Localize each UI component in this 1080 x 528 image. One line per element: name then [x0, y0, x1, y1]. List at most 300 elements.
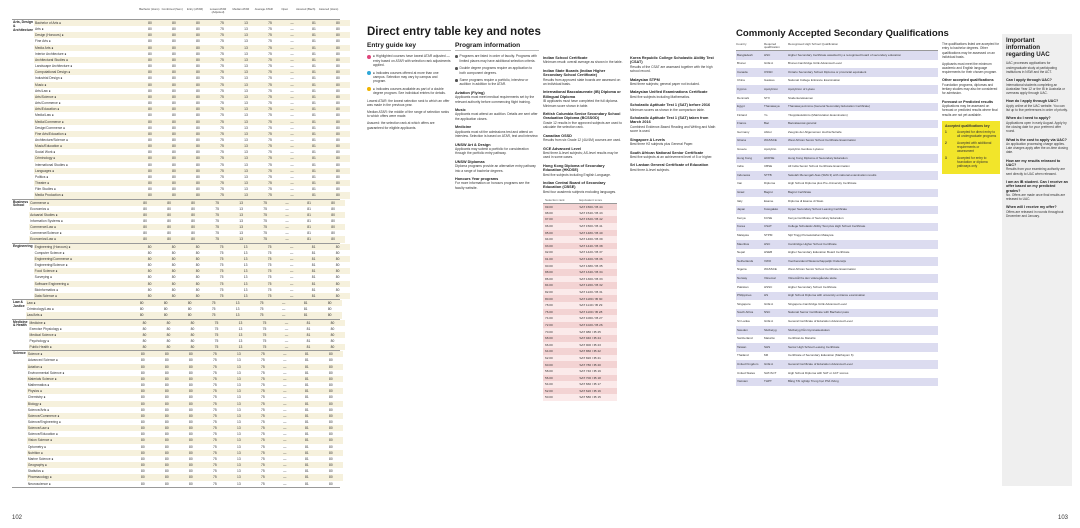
table-cell: 81 [311, 244, 316, 249]
table-cell: 80 [328, 395, 333, 400]
table-cell: — [290, 33, 294, 38]
table-cell: 80 [188, 364, 193, 369]
table-cell: 81 [311, 275, 316, 280]
table-cell: 80 [196, 181, 200, 186]
table-cell: 75 [212, 364, 217, 369]
qualification-cell: Diploma di Esame di Stato [788, 198, 824, 203]
course-name: Neuroscience ● [27, 481, 51, 486]
table-cell: — [285, 225, 289, 230]
comparison-cell: 52.00 [543, 388, 577, 395]
comparison-cell: 66.00 [543, 342, 577, 349]
info-heading: How do I apply through UAC? [1006, 99, 1059, 104]
table-cell: 13 [243, 269, 248, 274]
table-cell: 80 [140, 376, 145, 381]
course-name: Chemistry ● [27, 395, 46, 400]
program-note [455, 54, 539, 63]
table-cell: 80 [164, 426, 169, 431]
table-cell: — [290, 144, 294, 149]
qualification-cell: CSAT [764, 224, 772, 229]
table-cell: 13 [244, 156, 248, 161]
table-cell: 13 [239, 219, 243, 223]
table-cell: 80 [164, 364, 169, 369]
table-cell: 75 [260, 413, 265, 418]
table-cell: 80 [196, 64, 200, 69]
table-cell: 80 [142, 345, 147, 350]
table-cell: 80 [187, 313, 192, 318]
faculty-rows [34, 20, 350, 199]
table-cell: 80 [331, 219, 335, 223]
table-cell: 13 [244, 144, 248, 149]
qualification-cell: Denmark [737, 95, 750, 100]
table-cell: 80 [148, 174, 152, 179]
comparison-cell: 60.00 [543, 361, 577, 368]
qualification-cell: HSC [764, 241, 771, 246]
faculty-name: Business School [13, 199, 29, 208]
table-cell: 80 [336, 88, 340, 93]
qualification-cell: Esame [764, 198, 774, 203]
table-cell: 80 [164, 469, 169, 474]
comparison-cell: 86.00 [543, 276, 577, 283]
table-cell: 80 [147, 244, 152, 249]
table-cell: 75 [260, 432, 265, 437]
table-cell: 80 [163, 313, 168, 318]
table-cell: 80 [331, 212, 335, 217]
table-cell: 75 [219, 275, 224, 280]
table-cell: 81 [312, 144, 316, 149]
table-cell: — [283, 456, 287, 461]
table-cell: 81 [312, 39, 316, 44]
course-name: Engineering/Commerce ● [34, 256, 73, 261]
qualification-cell: Sri Lanka [737, 318, 750, 323]
qualification-row [736, 77, 938, 86]
table-cell: 75 [260, 420, 265, 424]
qualification-cell: Mauritius [737, 241, 750, 246]
table-cell: — [283, 395, 287, 400]
table-cell: 75 [212, 420, 217, 424]
qualification-cell: HSC [764, 52, 771, 57]
table-cell: 13 [239, 200, 243, 205]
table-cell: 75 [268, 174, 272, 179]
table-cell: 75 [220, 82, 224, 87]
table-cell: 80 [172, 162, 176, 167]
table-header [12, 6, 340, 20]
table-cell: 80 [164, 456, 169, 461]
table-cell: 80 [196, 156, 200, 161]
qualification-cell: STTB [764, 172, 772, 177]
qualification-cell: Zeugnis der Allgemeinen Hochschulreife [788, 129, 842, 134]
key-bullet-icon [367, 71, 371, 75]
comparison-row [543, 348, 617, 355]
course-name: Science/Arts ● [27, 407, 50, 412]
table-cell: 81 [304, 481, 309, 486]
qualification-text: Minimum scores as shown in the comparison table. [630, 107, 705, 112]
course-name: Data Science ● [34, 293, 58, 298]
faculty-group [12, 200, 340, 244]
table-cell: 13 [236, 481, 241, 486]
table-cell: 81 [311, 269, 316, 274]
table-cell: 80 [148, 119, 152, 124]
table-cell: 80 [140, 358, 145, 363]
table-cell: 80 [164, 389, 169, 394]
qualification-cell: Hong Kong Diploma of Secondary Education [788, 155, 848, 160]
program-info-heading: Program information [455, 44, 539, 51]
comparison-row [543, 289, 617, 296]
qualification-cell: Japan [737, 207, 746, 212]
table-cell: 13 [236, 401, 241, 406]
qualification-cell: Norway [737, 275, 748, 280]
table-cell: 80 [328, 420, 333, 424]
course-name: Bioinformatics ● [34, 287, 59, 292]
info-text: Offers are released in rounds throughout December and January. [1006, 209, 1064, 218]
table-cell: 13 [244, 88, 248, 93]
table-cell: 80 [191, 219, 195, 223]
column-header: Entry (ATAR) [186, 7, 204, 11]
comparison-row [543, 309, 617, 316]
table-cell: — [289, 256, 294, 261]
table-cell: 13 [244, 51, 248, 56]
qualification-cell: South Africa [737, 310, 754, 315]
comparison-cell: 80.00 [543, 295, 577, 302]
qualification-heading: Indian School Certificate [543, 56, 588, 60]
table-cell: 75 [212, 376, 217, 381]
qualification-cell: Bac [764, 121, 770, 126]
table-cell: 80 [331, 200, 335, 205]
table-cell: 80 [172, 94, 176, 99]
table-cell: 80 [142, 326, 147, 331]
table-cell: — [285, 206, 289, 211]
table-cell: 75 [263, 231, 267, 236]
table-cell: 13 [244, 113, 248, 118]
table-cell: 81 [312, 131, 316, 136]
table-cell: 80 [140, 364, 145, 369]
table-cell: 81 [312, 137, 316, 142]
table-cell: 13 [244, 181, 248, 186]
key-note: Lowest ATAR: the lowest selection rank to which an offer was made in the previous year. [367, 98, 450, 108]
comparison-row [543, 368, 617, 375]
info-heading: I am an IB student. Can I receive an offer based on my predicted grades? [1006, 179, 1068, 193]
course-name: Actuarial Studies ● [30, 212, 58, 217]
qualification-cell: SHS [764, 344, 771, 349]
sub-section-heading: Aviation (Flying) [455, 90, 485, 95]
table-cell: 80 [164, 481, 169, 486]
comparison-row [543, 203, 617, 210]
comparison-row [543, 381, 617, 388]
table-cell: — [290, 27, 294, 32]
table-cell: 13 [239, 206, 243, 211]
program-note [455, 66, 539, 75]
table-cell: 80 [166, 320, 171, 325]
table-cell: 80 [164, 370, 169, 375]
table-cell: — [290, 168, 294, 173]
table-cell: 75 [212, 401, 217, 406]
qualification-cell: Gaokao [764, 78, 775, 83]
table-cell: 80 [164, 420, 169, 424]
table-cell: 80 [140, 401, 145, 406]
course-name: Exercise Physiology ● [29, 326, 62, 331]
table-cell: 75 [212, 370, 217, 375]
comparison-header: Equivalent score [577, 197, 617, 203]
qualification-cell: GCE A [764, 301, 774, 306]
column-header: Assured (Bach) [296, 7, 316, 11]
table-cell: 75 [214, 345, 219, 350]
table-cell: 75 [215, 231, 219, 236]
table-cell: 13 [236, 395, 241, 400]
qualification-row [736, 360, 938, 369]
qualifications-column-header: Recognised High School Qualification [788, 42, 839, 46]
table-cell: 75 [220, 88, 224, 93]
table-cell: 75 [267, 275, 272, 280]
table-cell: 75 [268, 39, 272, 44]
table-cell: — [289, 281, 294, 286]
table-cell: 75 [214, 320, 219, 325]
table-cell: 13 [236, 426, 241, 431]
table-cell: 75 [268, 82, 272, 87]
program-info-column [455, 44, 539, 193]
comparison-cell: SAT 620 / IB 16 [577, 388, 617, 395]
table-cell: 80 [140, 407, 145, 412]
table-cell: 80 [196, 88, 200, 93]
table-cell: 13 [243, 293, 248, 298]
comparison-cell: 76.00 [543, 309, 577, 316]
table-cell: 81 [312, 88, 316, 93]
table-cell: 80 [188, 456, 193, 461]
course-name: Psychology ● [29, 338, 50, 343]
table-cell: 13 [236, 413, 241, 418]
table-cell: 80 [172, 174, 176, 179]
comparison-cell: SAT 820 / IB 21 [577, 355, 617, 362]
table-cell: — [290, 156, 294, 161]
sub-section-text: Applicants must meet medical requirements set by the relevant authority before commencing flight training. [455, 95, 535, 104]
table-cell: 80 [166, 332, 171, 337]
table-cell: 80 [143, 219, 147, 223]
table-cell: 80 [335, 244, 340, 249]
table-cell: 80 [140, 352, 145, 357]
table-cell: 75 [212, 432, 217, 437]
comparison-cell: SAT 1460 / IB 39 [577, 236, 617, 243]
table-cell: 13 [238, 326, 243, 331]
qualification-cell: Brunei [737, 61, 746, 66]
qualification-cell: Singapore [737, 301, 751, 306]
table-cell: — [285, 231, 289, 236]
table-cell: 80 [164, 475, 169, 480]
qualification-cell: West African Senior School Certificate Examination [788, 267, 856, 272]
comparison-cell: SAT 1480 / IB 40 [577, 230, 617, 237]
qualifications-title: Commonly Accepted Secondary Qualifications [736, 28, 949, 39]
table-cell: 75 [268, 88, 272, 93]
faculty-rows [29, 200, 345, 243]
table-cell: 80 [188, 475, 193, 480]
table-cell: 75 [212, 450, 217, 455]
table-cell: — [283, 352, 287, 357]
table-cell: 13 [236, 463, 241, 468]
table-cell: 13 [244, 137, 248, 142]
course-name: Pharmacology ● [27, 475, 52, 480]
table-cell: — [283, 481, 287, 486]
direct-entry-table [12, 6, 340, 488]
comparison-cell: 62.00 [543, 355, 577, 362]
notes-heading: Other accepted qualifications [942, 78, 994, 83]
program-note-text: Programs are listed in order of faculty. Programs with limited places may have additional selection criteria. [459, 54, 537, 63]
qualification-cell: Slutbetyg från Gymnasieskolan [788, 327, 830, 332]
sub-section-heading: Music [455, 108, 466, 113]
qualifications-table-header [736, 42, 938, 51]
table-cell: 80 [195, 275, 200, 280]
table-cell: — [283, 475, 287, 480]
course-name: Engineering (Honours) ● [34, 244, 71, 249]
table-cell: 13 [239, 237, 243, 242]
table-cell: 81 [304, 407, 309, 412]
table-cell: 80 [171, 250, 176, 255]
comparison-cell: 82.00 [543, 289, 577, 296]
table-cell: 81 [306, 345, 311, 350]
faculty-group [12, 20, 340, 200]
table-cell: 75 [263, 225, 267, 230]
table-cell: 80 [163, 301, 168, 306]
table-cell: 80 [172, 88, 176, 93]
table-cell: 80 [196, 119, 200, 124]
course-name: Commerce/Law ● [30, 225, 57, 230]
table-cell: 80 [172, 168, 176, 173]
qualification-text: Minimum result: overall average as shown in the table. [543, 60, 623, 65]
comparison-row [543, 302, 617, 309]
table-cell: 80 [148, 125, 152, 130]
table-cell: 75 [260, 370, 265, 375]
program-note-text: Double degree programs require an application to both component degrees. [459, 66, 533, 75]
course-name: Statistics ● [27, 469, 44, 474]
table-cell: 13 [244, 21, 248, 25]
qualification-cell: Higher Secondary School Certificate [788, 284, 837, 289]
table-cell: 75 [262, 345, 267, 350]
table-cell: 75 [220, 193, 224, 198]
qualification-text: Best three H2 subjects plus General Paper. [630, 142, 694, 147]
table-cell: 75 [268, 101, 272, 106]
comparison-cell: SAT 700 / IB 18 [577, 375, 617, 382]
table-cell: 80 [196, 187, 200, 192]
course-name: Arts/Education ● [34, 107, 60, 112]
table-cell: 80 [147, 263, 152, 268]
course-name: Materials Science ● [27, 376, 57, 381]
table-cell: 81 [307, 212, 311, 217]
comparison-row [543, 230, 617, 237]
comparison-cell: SAT 740 / IB 19 [577, 368, 617, 375]
qualification-cell: Abitur [764, 129, 772, 134]
key-box-code: 2 [945, 140, 947, 145]
table-cell: 81 [307, 237, 311, 242]
program-notes [455, 54, 539, 86]
faculty-name: Arts, Design & Architecture [13, 20, 33, 32]
table-row [29, 236, 345, 242]
comparison-row [543, 269, 617, 276]
table-cell: 80 [142, 332, 147, 337]
table-cell: 80 [148, 27, 152, 32]
qualification-row [736, 146, 938, 155]
qualification-cell: Higher Secondary Education Board Certificate [788, 250, 850, 255]
table-cell: 81 [306, 326, 311, 331]
table-cell: 13 [244, 125, 248, 130]
qualification-cell: WASSCE [764, 267, 777, 272]
table-cell: 80 [172, 57, 176, 62]
table-cell: 75 [219, 281, 224, 286]
table-cell: 13 [238, 345, 243, 350]
qualification-heading: Scholastic Aptitude Test 1 (SAT) taken from March 2016 [630, 116, 709, 125]
faculty-name: Engineering [13, 243, 33, 248]
comparison-cell: SAT 1400 / IB 36 [577, 256, 617, 263]
table-cell: 81 [312, 64, 316, 69]
table-cell: — [283, 407, 287, 412]
table-cell: 75 [268, 162, 272, 167]
table-cell: 80 [148, 181, 152, 186]
qualification-cell: SAT/ACT [764, 370, 777, 375]
table-cell: — [290, 82, 294, 87]
table-cell: 75 [220, 45, 224, 50]
course-name: Media Production ● [34, 193, 64, 198]
table-cell: 75 [212, 395, 217, 400]
course-name: Design (Honours) ● [34, 33, 64, 38]
table-cell: — [290, 125, 294, 130]
course-name: Arts ● [34, 27, 44, 32]
comparison-cell: 64.00 [543, 348, 577, 355]
comparison-cell: 84.00 [543, 282, 577, 289]
table-cell: 80 [143, 225, 147, 230]
table-cell: 80 [187, 307, 192, 312]
table-cell: 80 [139, 313, 144, 318]
qualification-row [736, 197, 938, 206]
table-cell: — [290, 131, 294, 136]
qualification-cell: General Certificate of Education Advanced Level [788, 318, 853, 323]
table-cell: 80 [336, 174, 340, 179]
table-cell: 80 [336, 27, 340, 32]
qualification-heading: Korea Republic College Scholastic Ability Test (CSAT) [630, 56, 714, 65]
table-cell: 75 [260, 401, 265, 406]
key-notes [367, 99, 451, 130]
table-cell: 75 [259, 307, 264, 312]
table-cell: — [284, 345, 289, 350]
table-cell: 80 [143, 212, 147, 217]
table-cell: 13 [239, 225, 243, 230]
table-cell: 81 [304, 463, 309, 468]
table-cell: 80 [148, 76, 152, 81]
table-cell: 80 [167, 219, 171, 223]
comparison-row [543, 375, 617, 382]
table-cell: 80 [140, 395, 145, 400]
table-cell: — [289, 269, 294, 274]
qualification-cell: Malaysia [737, 233, 749, 238]
table-cell: 80 [336, 131, 340, 136]
qualification-cell: KCSE [764, 215, 773, 220]
qualifications-table [736, 42, 938, 386]
table-cell: 81 [311, 256, 316, 261]
table-cell: — [284, 332, 289, 337]
table-cell: 80 [188, 407, 193, 412]
table-cell: — [283, 420, 287, 424]
qualification-cell: Egypt [737, 104, 745, 109]
qualification-heading: Sri Lankan General Certificate of Education [630, 163, 709, 168]
note-bullet-icon [455, 67, 458, 70]
table-cell: 80 [196, 21, 200, 25]
key-box-text: Accepted for entry to foundation or diploma pathways only [957, 155, 988, 169]
table-cell: 80 [191, 237, 195, 242]
key-box-item [945, 130, 997, 139]
course-name: Law/Arts ● [26, 313, 43, 318]
table-cell: 80 [336, 187, 340, 192]
table-cell: 80 [172, 64, 176, 69]
table-cell: 80 [196, 144, 200, 149]
table-cell: 80 [196, 70, 200, 75]
qualification-row [736, 326, 938, 335]
table-cell: 13 [236, 352, 241, 357]
program-sub-sections [455, 91, 539, 190]
table-cell: 13 [238, 338, 243, 343]
